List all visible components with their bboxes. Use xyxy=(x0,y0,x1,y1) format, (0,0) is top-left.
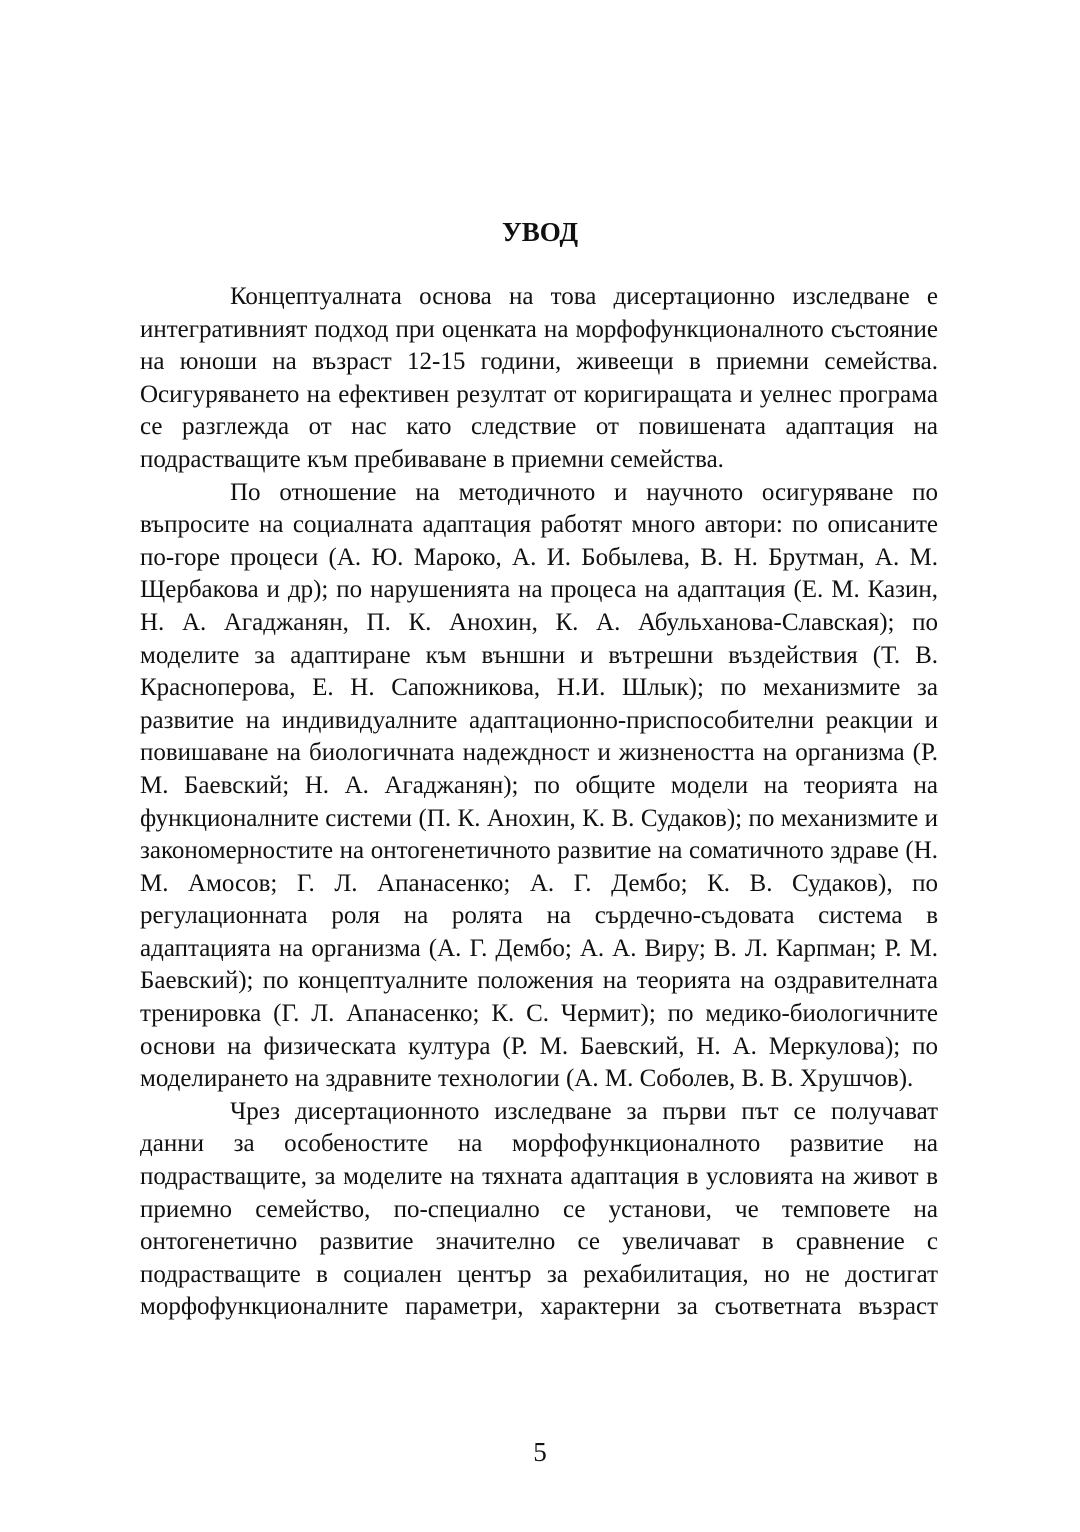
page-title: УВОД xyxy=(501,217,579,247)
paragraph-concept: Концептуалната основа на това дисертационно изследване е интегративният подход при оценката на морфофункционалното състояние на юноши на възраст 12-15 години, живеещи в приемни семейства. Осигуряването на ефективен резултат от коригиращата и уелнес програма се разглежда от нас като следствие от повишената адаптация на подрастващите към пребиваване в приемни семейства. xyxy=(140,283,938,473)
page-number: 5 xyxy=(533,1437,547,1467)
body-text xyxy=(140,281,938,1324)
paragraph-authors: По отношение на методичното и научното осигуряване по въпросите на социалната адаптация работят много автори: по описаните по-горе процеси (А. Ю. Мароко, А. И. Бобылева, В. Н. Брутман, А. М. Щербакова и др); по нарушенията на процеса на адаптация (Е. М. Казин, Н. А. Агаджанян, П. К. Анохин, К. А. Абульханова-Славская); по моделите за адаптиране към външни и вътрешни въздействия (Т. В. Красноперова, Е. Н. Сапожникова, Н.И. Шлык); по механизмите за развитие на индивидуалните адаптационно-приспособителни реакции и повишаване на биологичната надеждност и жизнеността на организма (Р. М. Баевский; Н. А. Агаджанян); по общите модели на теорията на функционалните системи (П. К. Анохин, К. В. Судаков); по механизмите и закономерностите на онтогенетичното развитие на соматичното здраве (Н. М. Амосов; Г. Л. Апанасенко; А. Г. Дембо; К. В. Судаков), по регулационната роля на ролята на сърдечно-съдовата система в адаптацията на организма (А. Г. Дембо; А. А. Виру; В. Л. Карпман; Р. М. Баевский); по концептуалните положения на теорията на оздравителната тренировка (Г. Л. Апанасенко; К. С. Чермит); по медико-биологичните основи на физическата култура (Р. М. Баевский, Н. А. Меркулова); по моделирането на здравните технологии (А. М. Соболев, В. В. Хрушчов). xyxy=(140,478,938,1093)
paragraph-findings: Чрез дисертационното изследване за първи път се получават данни за особеностите на морфофункционалното развитие на подрастващите, за моделите на тяхната адаптация в условията на живот в приемно семейство, по-специално се установи, че темповете на онтогенетично развитие значително се увеличават в сравнение с подрастващите в социален център за рехабилитация, но не достигат морфофункционалните параметри, характерни за съответната възраст xyxy=(140,1097,938,1321)
